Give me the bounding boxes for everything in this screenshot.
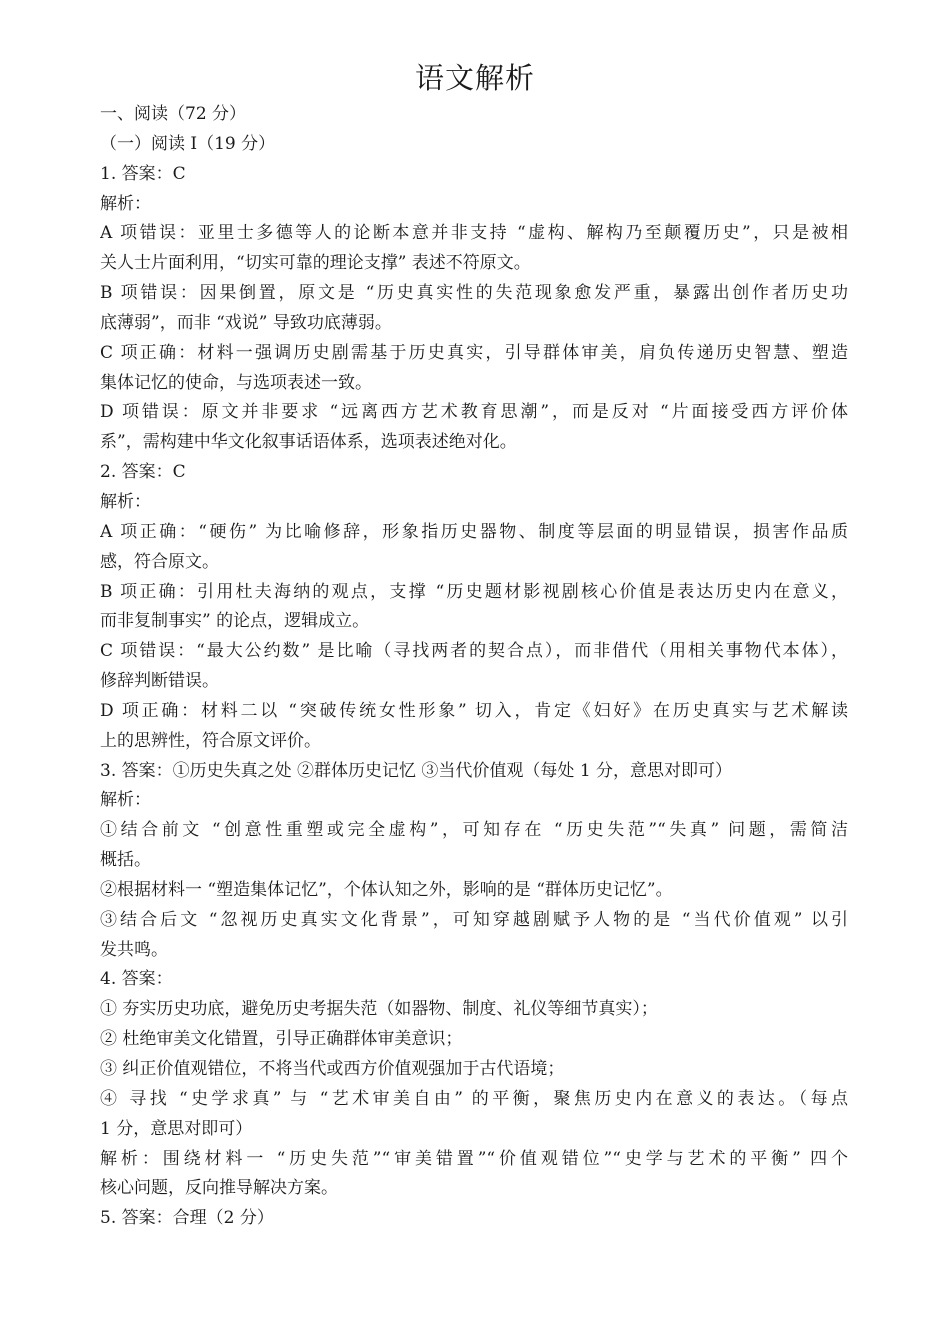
- list-item: ① 夯实历史功底，避免历史考据失范（如器物、制度、礼仪等细节真实）；: [100, 999, 658, 1020]
- text-line: 核心问题，反向推导解决方案。: [100, 1178, 338, 1199]
- answer-line: 1. 答案：C: [100, 163, 186, 184]
- text-line: 集体记忆的使命，与选项表述一致。: [100, 372, 372, 393]
- list-item: ④ 寻找 “史学求真” 与 “艺术审美自由” 的平衡，聚焦历史内在意义的表达。（每点: [100, 1088, 848, 1109]
- answer-line: 3. 答案：①历史失真之处 ②群体历史记忆 ③当代价值观（每处 1 分，意思对即可）: [100, 760, 733, 781]
- text-line: A 项错误：亚里士多德等人的论断本意并非支持 “虚构、解构乃至颠覆历史”，只是被相: [100, 223, 848, 244]
- analysis-label: 解析：: [100, 790, 151, 811]
- text-line: 发共鸣。: [100, 939, 168, 960]
- answer-line: 5. 答案：合理（2 分）: [100, 1208, 274, 1229]
- text-line: 底薄弱”，而非 “戏说” 导致功底薄弱。: [100, 312, 392, 333]
- text-line: B 项错误：因果倒置，原文是 “历史真实性的失范现象愈发严重，暴露出创作者历史功: [100, 283, 848, 304]
- text-line: ②根据材料一 “塑造集体记忆”，个体认知之外，影响的是 “群体历史记忆”。: [100, 879, 673, 900]
- text-line: 解析：围绕材料一 “历史失范”“审美错置”“价值观错位”“史学与艺术的平衡” 四个: [100, 1148, 848, 1169]
- text-line: 上的思辨性，符合原文评价。: [100, 730, 321, 751]
- list-item: ② 杜绝审美文化错置，引导正确群体审美意识；: [100, 1029, 463, 1050]
- text-line: 关人士片面利用，“切实可靠的理论支撑” 表述不符原文。: [100, 253, 531, 274]
- text-line: C 项正确：材料一强调历史剧需基于历史真实，引导群体审美，肩负传递历史智慧、塑造: [100, 342, 848, 363]
- subsection-heading: （一）阅读 Ⅰ（19 分）: [100, 133, 276, 154]
- document-body: [100, 100, 848, 1234]
- text-line: B 项正确：引用杜夫海纳的观点，支撑 “历史题材影视剧核心价值是表达历史内在意义，: [100, 581, 848, 602]
- text-line: C 项错误：“最大公约数” 是比喻（寻找两者的契合点），而非借代（用相关事物代本体），: [100, 641, 848, 662]
- text-line: 修辞判断错误。: [100, 671, 219, 692]
- text-line: ①结合前文 “创意性重塑或完全虚构”，可知存在 “历史失范”“失真” 问题，需简洁: [100, 820, 848, 841]
- text-line: 1 分，意思对即可）: [100, 1118, 253, 1139]
- text-line: 概括。: [100, 850, 151, 871]
- text-line: 系”，需构建中华文化叙事话语体系，选项表述绝对化。: [100, 432, 517, 453]
- answer-line: 2. 答案：C: [100, 462, 186, 483]
- answer-line: 4. 答案：: [100, 969, 173, 990]
- analysis-label: 解析：: [100, 491, 151, 512]
- list-item: ③ 纠正价值观错位，不将当代或西方价值观强加于古代语境；: [100, 1059, 565, 1079]
- text-line: 而非复制事实” 的论点，逻辑成立。: [100, 611, 370, 632]
- text-line: D 项错误：原文并非要求 “远离西方艺术教育思潮”，而是反对 “片面接受西方评价体: [100, 402, 848, 423]
- text-line: ③结合后文 “忽视历史真实文化背景”，可知穿越剧赋予人物的是 “当代价值观” 以引: [100, 909, 848, 930]
- text-line: 感，符合原文。: [100, 551, 219, 572]
- section-heading: 一、阅读（72 分）: [100, 104, 247, 124]
- analysis-label: 解析：: [100, 193, 151, 214]
- text-line: D 项正确：材料二以 “突破传统女性形象” 切入，肯定《妇好》在历史真实与艺术解读: [100, 700, 848, 721]
- text-line: A 项正确：“硬伤” 为比喻修辞，形象指历史器物、制度等层面的明显错误，损害作品质: [100, 521, 848, 542]
- page-title: 语文解析: [414, 61, 535, 95]
